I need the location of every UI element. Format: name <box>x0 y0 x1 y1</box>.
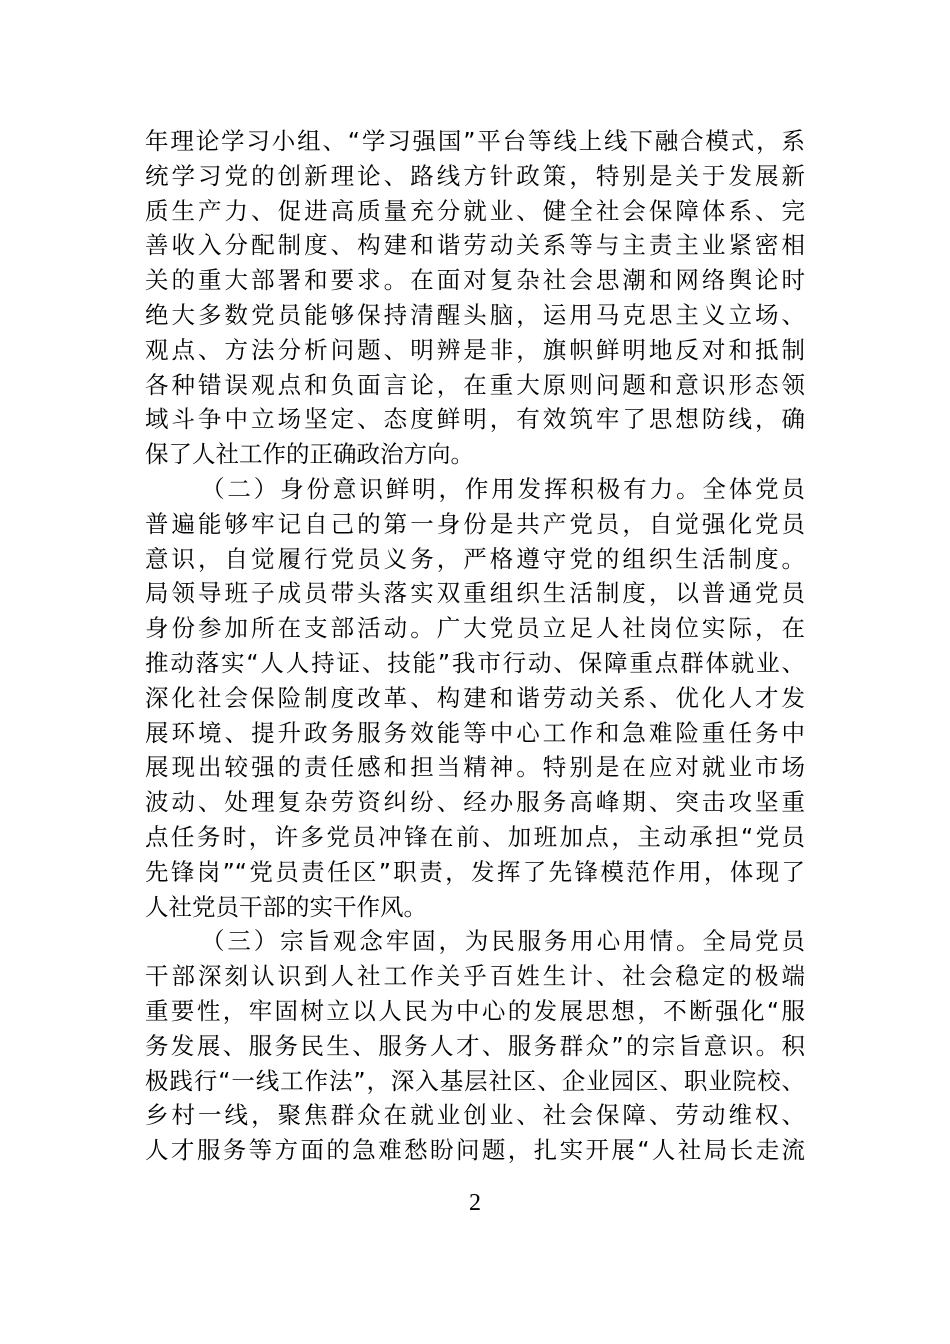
text-line: 人才服务等方面的急难愁盼问题，扎实开展“人社局长走流 <box>145 1136 805 1165</box>
text-line: 身份参加所在支部活动。广大党员立足人社岗位实际，在 <box>145 614 805 643</box>
text-line: 年理论学习小组、“学习强国”平台等线上线下融合模式，系 <box>145 127 805 155</box>
text-line: 推动落实“人人持证、技能”我市行动、保障重点群体就业、 <box>145 648 805 677</box>
text-line: 善收入分配制度、构建和谐劳动关系等与主责主业紧密相 <box>145 231 805 260</box>
text-line: 干部深刻认识到人社工作关乎百姓生计、社会稳定的极端 <box>145 962 805 991</box>
section-heading-line: （二）身份意识鲜明，作用发挥积极有力。全体党员 <box>201 474 805 503</box>
text-line: 统学习党的创新理论、路线方针政策，特别是关于发展新 <box>145 161 805 190</box>
text-line: 展环境、提升政务服务效能等中心工作和急难险重任务中 <box>145 718 805 747</box>
text-line: 意识，自觉履行党员义务，严格遵守党的组织生活制度。 <box>145 544 805 573</box>
text-line: 普遍能够牢记自己的第一身份是共产党员，自觉强化党员 <box>145 509 805 538</box>
text-line: 人社党员干部的实干作风。 <box>145 892 427 921</box>
text-line: 关的重大部署和要求。在面对复杂社会思潮和网络舆论时 <box>145 266 805 295</box>
text-line: 保了人社工作的正确政治方向。 <box>145 440 474 469</box>
text-line: 先锋岗”“党员责任区”职责，发挥了先锋模范作用，体现了 <box>145 857 805 886</box>
page-number: 2 <box>469 1190 481 1216</box>
text-line: 波动、处理复杂劳资纠纷、经办服务高峰期、突击攻坚重 <box>145 788 805 817</box>
text-line: 域斗争中立场坚定、态度鲜明，有效筑牢了思想防线，确 <box>145 405 805 434</box>
text-line: 绝大多数党员能够保持清醒头脑，运用马克思主义立场、 <box>145 300 805 329</box>
text-line: 观点、方法分析问题、明辨是非，旗帜鲜明地反对和抵制 <box>145 335 805 364</box>
text-line: 点任务时，许多党员冲锋在前、加班加点，主动承担“党员 <box>145 822 805 851</box>
text-line: 深化社会保险制度改革、构建和谐劳动关系、优化人才发 <box>145 683 805 712</box>
text-line: 乡村一线，聚焦群众在就业创业、社会保障、劳动维权、 <box>145 1101 805 1130</box>
text-line: 重要性，牢固树立以人民为中心的发展思想，不断强化“服 <box>145 996 805 1025</box>
body-text <box>145 124 805 1168</box>
text-line: 展现出较强的责任感和担当精神。特别是在应对就业市场 <box>145 753 805 782</box>
text-line: 局领导班子成员带头落实双重组织生活制度，以普通党员 <box>145 579 805 608</box>
text-line: 各种错误观点和负面言论，在重大原则问题和意识形态领 <box>145 370 805 399</box>
section-heading-line: （三）宗旨观念牢固，为民服务用心用情。全局党员 <box>201 927 805 956</box>
text-line: 质生产力、促进高质量充分就业、健全社会保障体系、完 <box>145 196 805 225</box>
text-line: 务发展、服务民生、服务人才、服务群众”的宗旨意识。积 <box>145 1031 805 1060</box>
text-line: 极践行“一线工作法”，深入基层社区、企业园区、职业院校、 <box>145 1066 805 1095</box>
